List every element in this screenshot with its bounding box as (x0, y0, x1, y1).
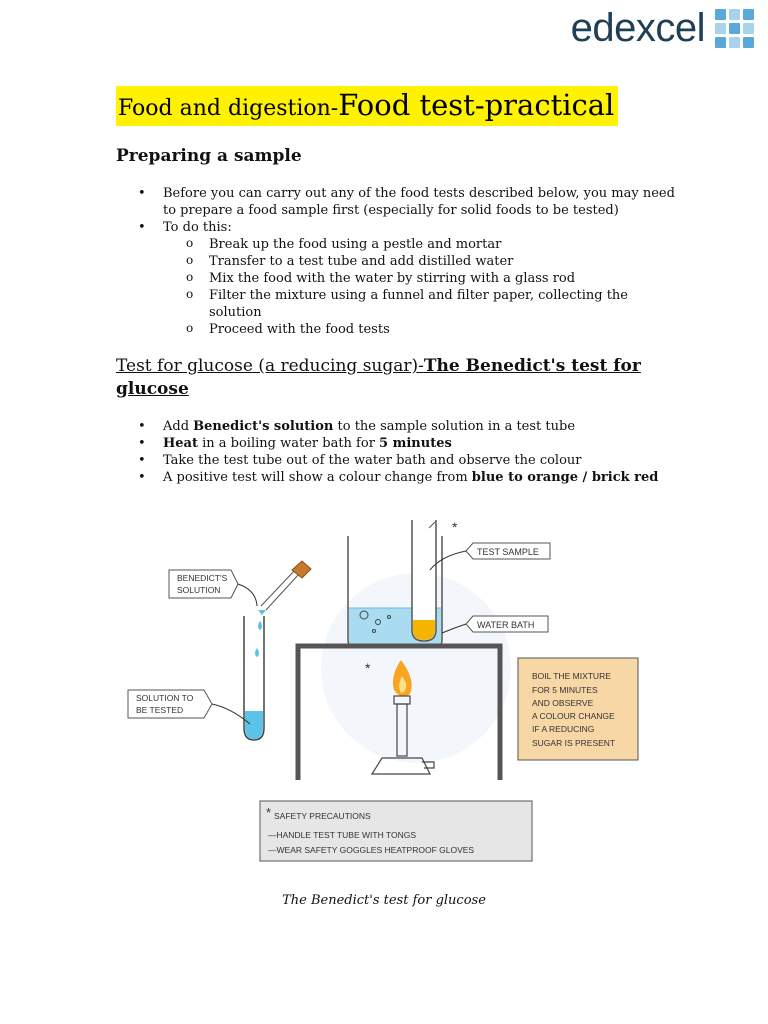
step-item: o Filter the mixture using a funnel and filter paper, collecting the solution (163, 287, 676, 321)
logo-text: edexcel (570, 5, 705, 50)
step-item: o Proceed with the food tests (163, 321, 676, 338)
glucose-list (116, 418, 676, 486)
boil-note-line: AND OBSERVE (532, 698, 594, 708)
boil-note-line: BOIL THE MIXTURE (532, 671, 611, 681)
glucose-heading (116, 355, 676, 401)
bold-text: Heat (163, 436, 198, 451)
safety-line: —HANDLE TEST TUBE WITH TONGS (268, 830, 416, 840)
list-item-text: To do this: (163, 220, 232, 235)
safety-asterisk: * (266, 805, 272, 820)
glucose-heading-plain: Test for glucose (a reducing sugar)- (116, 356, 424, 376)
bold-text: Benedict's solution (193, 419, 334, 434)
title-part1: Food and digestion- (118, 96, 339, 121)
text: in a boiling water bath for (197, 436, 380, 451)
asterisk-mark: * (452, 519, 458, 535)
solution-label: SOLUTION TO (136, 693, 194, 703)
title-part2: Food test-practical (338, 88, 615, 122)
boil-note-line: A COLOUR CHANGE (532, 711, 615, 721)
asterisk-mark: * (365, 660, 371, 676)
benedicts-label: BENEDICT'S (177, 573, 228, 583)
boil-note-line: IF A REDUCING (532, 724, 595, 734)
list-item (116, 469, 676, 486)
safety-line: —WEAR SAFETY GOGGLES HEATPROOF GLOVES (268, 845, 475, 855)
test-sample-label: TEST SAMPLE (477, 547, 539, 557)
text: A positive test will show a colour change from (163, 470, 472, 485)
list-item (116, 418, 676, 435)
bold-text: blue to orange / brick red (471, 470, 659, 485)
safety-title: SAFETY PRECAUTIONS (274, 811, 371, 821)
list-item (116, 435, 676, 452)
benedicts-test-diagram (116, 518, 652, 863)
benedicts-label: SOLUTION (177, 585, 221, 595)
bold-text: 5 minutes (379, 436, 452, 451)
step-item: o Mix the food with the water by stirring with a glass rod (163, 270, 676, 287)
text: Add (163, 419, 194, 434)
boil-note-line: SUGAR IS PRESENT (532, 738, 616, 748)
sample-tube-icon (412, 520, 436, 641)
text: to the sample solution in a test tube (333, 419, 576, 434)
list-item: • Before you can carry out any of the food tests described below, you may need to prepare a food sample first (especially for solid foods to be tested) (116, 185, 676, 219)
page-title (116, 86, 618, 126)
list-item (116, 219, 676, 338)
step-item: o Transfer to a test tube and add distilled water (163, 253, 676, 270)
figure-caption: The Benedict's test for glucose (282, 893, 486, 908)
step-item: o Break up the food using a pestle and mortar (163, 236, 676, 253)
steps-list (163, 236, 676, 338)
sample-list (116, 185, 676, 338)
glucose-heading-bold: The Benedict's test for glucose (116, 356, 641, 399)
logo-grid-icon (715, 9, 754, 48)
edexcel-logo (571, 4, 754, 52)
sample-heading: Preparing a sample (116, 146, 302, 166)
list-item: • Take the test tube out of the water bath and observe the colour (116, 452, 676, 469)
water-bath-label: WATER BATH (477, 620, 535, 630)
boil-note-line: FOR 5 MINUTES (532, 685, 598, 695)
solution-label: BE TESTED (136, 705, 184, 715)
